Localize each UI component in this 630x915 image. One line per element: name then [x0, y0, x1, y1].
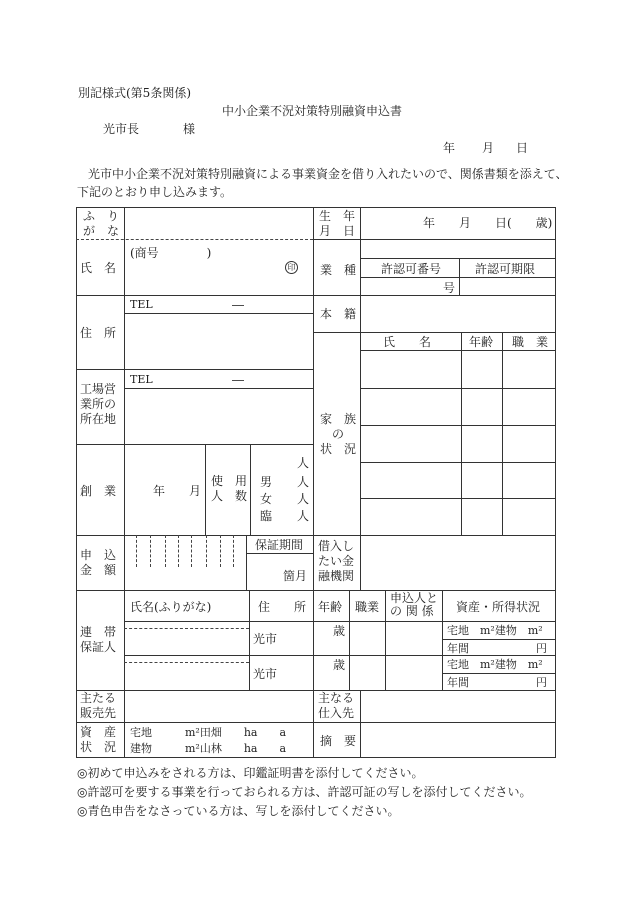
family-job-header: 職 業: [512, 335, 549, 349]
guarantor-1-income: 年間: [447, 642, 469, 655]
workplace-tel-dash: ―: [232, 373, 244, 387]
assets-label: 資 産 状 況: [80, 725, 117, 754]
founding-label: 創 業: [80, 484, 117, 498]
addressee: 光市長: [103, 122, 140, 136]
employees-label: 使 用 人 数: [211, 474, 248, 503]
guarantor-age-header: 年齢: [318, 600, 343, 614]
date-day: 日: [516, 141, 529, 155]
address-label: 住 所: [80, 326, 117, 340]
family-label: 家 族 の 状 況: [320, 412, 357, 456]
birthdate-label: 生 年 月 日: [319, 209, 356, 238]
tel-dash: ―: [232, 298, 244, 312]
note-2: ◎許認可を要する事業を行っておられる方は、許認可証の写しを添付してください。: [77, 785, 532, 799]
guarantor-1-city: 光市: [253, 632, 278, 646]
workplace-label: 工場営 業所の 所在地: [80, 382, 117, 426]
family-name-header: 氏 名: [383, 335, 432, 349]
guarantor-1-assets: 宅地 m²建物 m²: [447, 624, 543, 637]
guarantor-1-yen: 円: [536, 642, 547, 655]
employees-unit-total: 人: [297, 456, 310, 470]
date-year: 年: [443, 141, 456, 155]
furigana-label: ふ り が な: [83, 209, 120, 238]
guarantor-2-yen: 円: [536, 676, 547, 689]
guarantor-address-header: 住 所: [258, 600, 307, 614]
permit-limit-label: 許認可期限: [475, 262, 536, 276]
guarantor-2-city: 光市: [253, 667, 278, 681]
family-age-header: 年齢: [469, 335, 494, 349]
birthdate-value[interactable]: 年 月 日( 歳): [423, 216, 553, 230]
guarantor-name-header: 氏名(ふりがな): [130, 600, 212, 614]
employees-units: 人 人 人: [297, 475, 310, 523]
assets-line-1: 宅地 m²田畑 ha a: [130, 726, 287, 739]
permit-number-label: 許認可番号: [381, 262, 442, 276]
domicile-label: 本 籍: [320, 307, 357, 321]
tel-label: TEL: [130, 298, 153, 311]
note-1: ◎初めて申込みをされる方は、印鑑証明書を添付してください。: [77, 766, 424, 780]
buyer-label: 主なる 仕入先: [318, 691, 355, 720]
intro-line-2: 下記のとおり申し込みます。: [77, 185, 233, 199]
form-title: 中小企業不況対策特別融資申込書: [222, 104, 403, 118]
intro-line-1: 光市中小企業不況対策特別融資による事業資金を借り入れたいので、関係書類を添えて、: [88, 167, 568, 181]
honorific: 様: [183, 122, 196, 136]
guarantor-job-header: 職業: [355, 600, 380, 614]
guarantee-period-label: 保証期間: [255, 538, 304, 552]
employees-kinds: 男 女 臨: [260, 475, 273, 523]
date-month: 月: [482, 141, 495, 155]
permit-number-suffix: 号: [443, 281, 456, 295]
note-3: ◎青色申告をなさっている方は、写しを添付してください。: [77, 804, 400, 818]
guarantor-label: 連 帯 保証人: [80, 625, 117, 654]
name-label: 氏 名: [80, 261, 117, 275]
assets-line-2: 建物 m²山林 ha a: [130, 742, 287, 755]
trade-name[interactable]: (商号 ): [130, 246, 212, 260]
guarantor-1-age-unit: 歳: [333, 624, 346, 638]
seal-mark: 印: [285, 261, 298, 274]
guarantor-2-assets: 宅地 m²建物 m²: [447, 658, 543, 671]
lender-label: 借入し たい金 融機関: [318, 539, 355, 583]
amount-label: 申 込 金 額: [80, 548, 117, 577]
months-unit: 箇月: [283, 569, 308, 583]
remarks-label: 摘 要: [320, 734, 357, 748]
guarantor-relation-header: 申込人と の 関 係: [390, 591, 439, 618]
industry-label: 業 種: [320, 263, 357, 277]
guarantor-2-income: 年間: [447, 676, 469, 689]
workplace-tel-label: TEL: [130, 373, 153, 386]
seller-label: 主たる 販売先: [80, 691, 117, 720]
founding-value[interactable]: 年 月: [153, 484, 202, 498]
guarantor-assets-header: 資産・所得状況: [456, 600, 541, 614]
guarantor-2-age-unit: 歳: [333, 658, 346, 672]
form-reference: 別記様式(第5条関係): [78, 86, 191, 100]
